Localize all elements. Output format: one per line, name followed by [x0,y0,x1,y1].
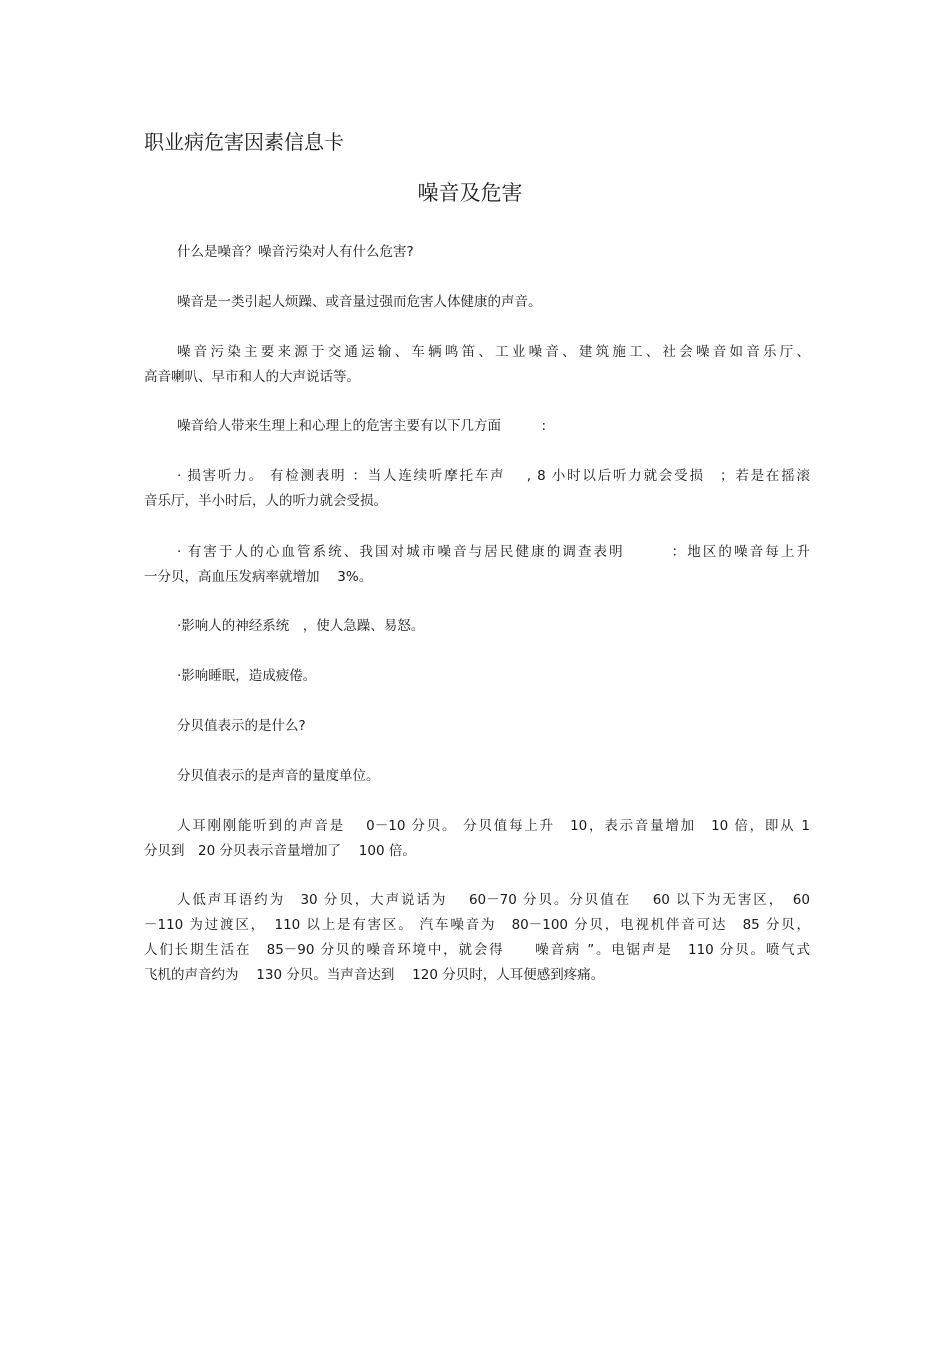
document-title: 职业病危害因素信息卡 [144,130,344,154]
text-line: 噪音污染主要来源于交通运输、车辆鸣笛、工业噪音、建筑施工、社会噪音如音乐厅、 [177,344,810,360]
text-line: 飞机的声音约为 130 分贝。当声音达到 120 分贝时，人耳便感到疼痛。 [144,967,605,983]
paragraph-harm-hearing [144,464,810,514]
paragraph-question-decibel [144,714,810,739]
text-line: 分贝到 20 分贝表示音量增加了 100 倍。 [144,843,416,859]
paragraph-noise-sources [144,340,810,390]
paragraph-harm-sleep [144,664,810,689]
text-line: 人耳刚刚能听到的声音是 0－10 分贝。 分贝值每上升 10，表示音量增加 10 倍，即从 1 [177,818,810,834]
paragraph-harm-cardiovascular [144,540,810,590]
text-line: ·影响人的神经系统 ，使人急躁、易怒。 [177,618,425,634]
paragraph-decibel-examples [144,888,810,988]
paragraph-decibel-definition [144,764,810,789]
text-line: 噪音给人带来生理上和心理上的危害主要有以下几方面 : [177,418,547,434]
text-line: · 损害听力。 有检测表明 ：当人连续听摩托车声 , 8 小时以后听力就会受损 ；若是在摇滚 [177,468,810,484]
text-line: －110 为过渡区， 110 以上是有害区。 汽车噪音为 80－100 分贝，电视机伴音可达 85 分贝， [144,917,810,933]
text-line: · 有害于人的心血管系统、我国对城市噪音与居民健康的调查表明 ：地区的噪音每上升 [177,544,810,560]
text-line: 音乐厅，半小时后，人的听力就会受损。 [144,493,387,509]
paragraph-noise-definition [144,290,810,315]
text-line: 噪音是一类引起人烦躁、或音量过强而危害人体健康的声音。 [177,294,542,310]
text-line: 人们长期生活在 85－90 分贝的噪音环境中，就会得 噪音病 ”。电锯声是 110 分贝。喷气式 [144,942,810,958]
paragraph-harm-nerves [144,614,810,639]
text-line: 人低声耳语约为 30 分贝，大声说话为 60－70 分贝。分贝值在 60 以下为无害区， 60 [177,892,810,908]
main-heading: 噪音及危害 [417,181,523,205]
text-line: 分贝值表示的是什么? [177,718,306,734]
text-line: 什么是噪音？噪音污染对人有什么危害? [177,244,414,260]
text-line: 分贝值表示的是声音的量度单位。 [177,768,380,784]
text-line: 一分贝，高血压发病率就增加 3%。 [144,569,373,585]
paragraph-decibel-scale [144,814,810,864]
paragraph-question-what-is-noise [144,240,810,265]
text-line: 高音喇叭、早市和人的大声说话等。 [144,369,360,385]
text-line: ·影响睡眠，造成疲倦。 [177,668,317,684]
paragraph-harm-intro [144,414,810,439]
